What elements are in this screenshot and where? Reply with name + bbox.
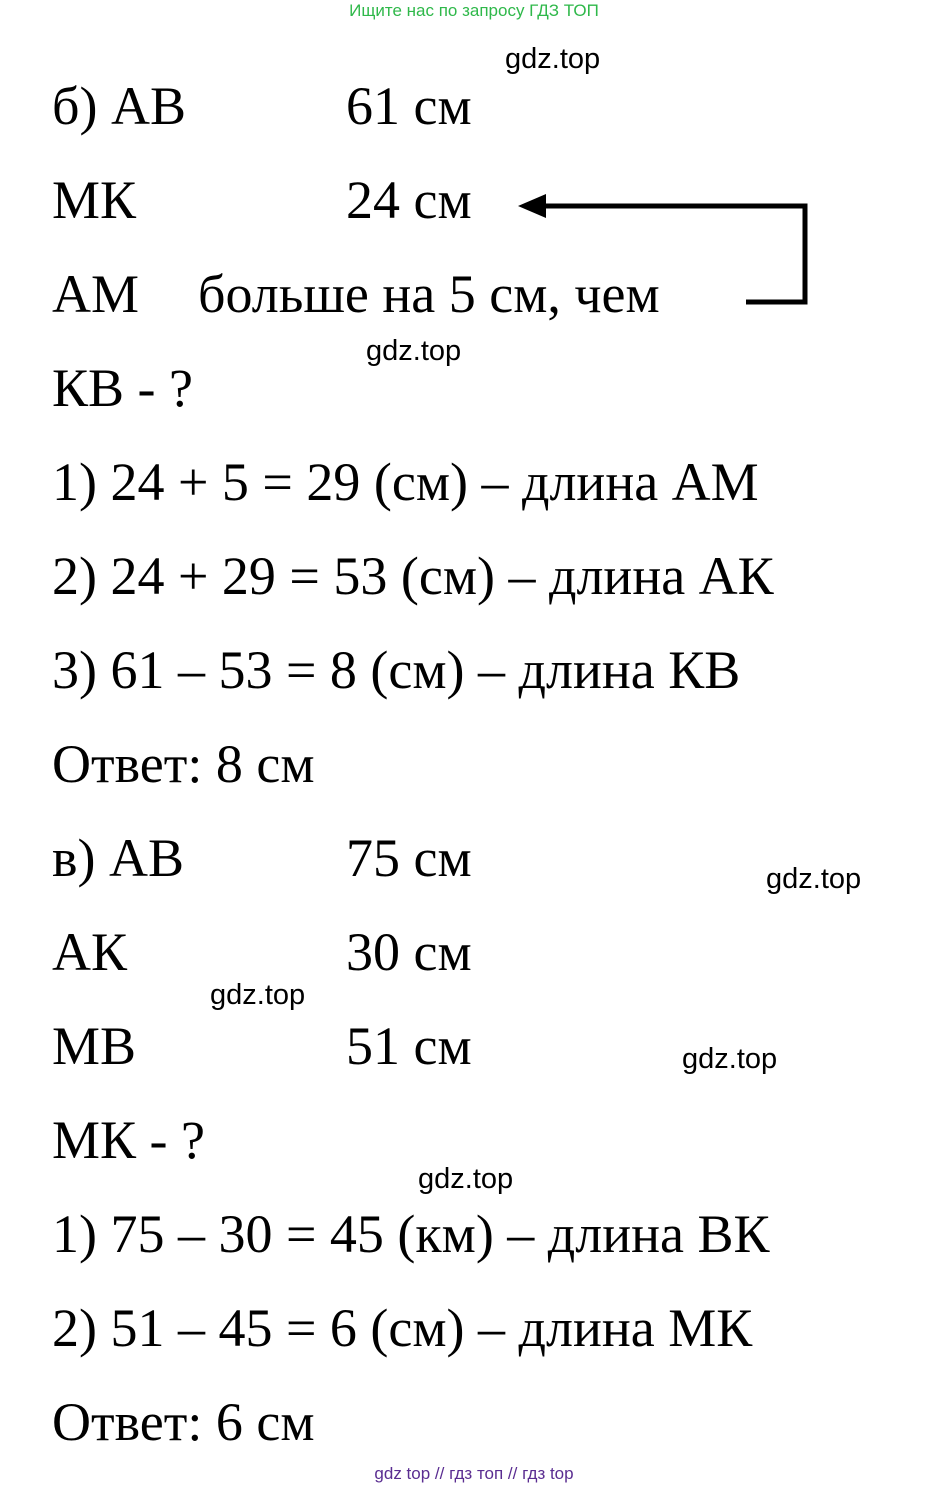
part-v-ak-label: АК bbox=[52, 922, 128, 982]
part-v-ab-value: 75 см bbox=[346, 828, 472, 888]
part-b-question: КВ - ? bbox=[52, 358, 193, 418]
part-b-mk-value: 24 см bbox=[346, 170, 472, 230]
part-v-ab-label: в) АВ bbox=[52, 828, 184, 888]
part-b-am-description: больше на 5 см, чем bbox=[198, 264, 660, 324]
part-b-ab-label: б) АВ bbox=[52, 76, 186, 136]
part-b-am-label: АМ bbox=[52, 264, 140, 324]
part-b-step-1: 1) 24 + 5 = 29 (см) – длина АМ bbox=[52, 452, 759, 512]
watermark: gdz.top bbox=[766, 863, 862, 895]
watermark: gdz.top bbox=[682, 1043, 778, 1075]
part-v-step-1: 1) 75 – 30 = 45 (км) – длина ВК bbox=[52, 1204, 770, 1264]
part-b-step-3: 3) 61 – 53 = 8 (см) – длина КВ bbox=[52, 640, 741, 700]
watermark: gdz.top bbox=[210, 979, 306, 1011]
watermark: gdz.top bbox=[505, 43, 601, 75]
part-v-mb-value: 51 см bbox=[346, 1016, 472, 1076]
footer-links[interactable]: gdz top // гдз топ // гдз top bbox=[374, 1464, 574, 1483]
part-v-answer: Ответ: 6 см bbox=[52, 1392, 315, 1452]
watermark: gdz.top bbox=[366, 335, 462, 367]
watermark: gdz.top bbox=[418, 1163, 514, 1195]
part-v-question: МК - ? bbox=[52, 1110, 205, 1170]
part-b-answer: Ответ: 8 см bbox=[52, 734, 315, 794]
part-v-mb-label: МВ bbox=[52, 1016, 137, 1076]
top-banner[interactable]: Ищите нас по запросу ГДЗ ТОП bbox=[349, 1, 599, 20]
part-b-step-2: 2) 24 + 29 = 53 (см) – длина АК bbox=[52, 546, 774, 606]
part-b-mk-label: МК bbox=[52, 170, 137, 230]
part-v-step-2: 2) 51 – 45 = 6 (см) – длина МК bbox=[52, 1298, 753, 1358]
part-b-ab-value: 61 см bbox=[346, 76, 472, 136]
part-v-ak-value: 30 см bbox=[346, 922, 472, 982]
